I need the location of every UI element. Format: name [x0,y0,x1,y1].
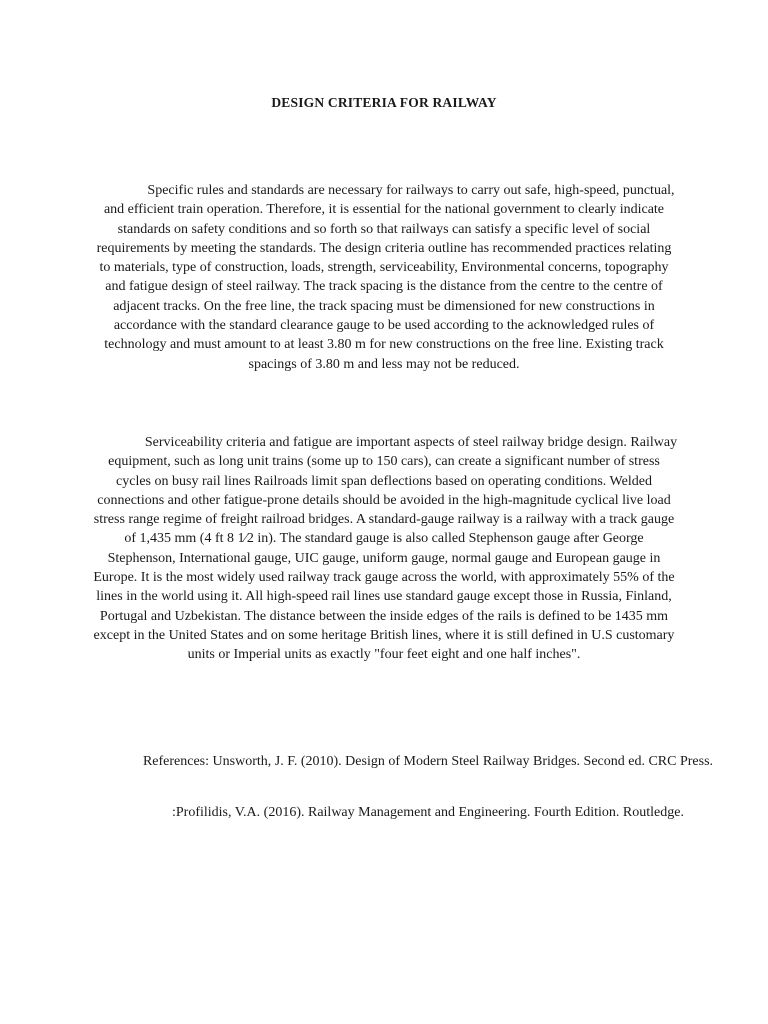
reference-unsworth: References: Unsworth, J. F. (2010). Design of Modern Steel Railway Bridges. Second ed. CRC Press. [142,754,714,769]
paragraph-text: Serviceability criteria and fatigue are important aspects of steel railway bridge design. Railway equipment, such as long unit trains (some up to 150 cars), can create a significant number of stress cycles on busy rail lines Railroads limit span deflections based on operating conditions. Welded connections and other fatigue-prone details should be avoided in the high-magnitude cyclical live load stress range regime of freight railroad bridges. A standard-gauge railway is a railway with a track gauge of 1,435 mm (4 ft 8 1⁄2 in). The standard gauge is also called Stephenson gauge after George Stephenson, International gauge, UIC gauge, uniform gauge, normal gauge and European gauge in Europe. It is the most widely used railway track gauge across the world, with approximately 55% of the lines in the world using it. All high-speed rail lines use standard gauge except those in Russia, Finland, Portugal and Uzbekistan. The distance between the inside edges of the rails is defined to be 1435 mm except in the United States and on some heritage British lines, where it is still defined in U.S customary units or Imperial units as exactly "four feet eight and one half inches". [93,435,678,663]
reference-profilidis: :Profilidis, V.A. (2016). Railway Management and Engineering. Fourth Edition. Routledge. [172,805,684,820]
document-title: DESIGN CRITERIA FOR RAILWAY [271,95,497,110]
paragraph-text: Specific rules and standards are necessary for railways to carry out safe, high-speed, punctual, and efficient train operation. Therefore, it is essential for the national government to clearly indicate standards on safety conditions and so forth so that railways can satisfy a specific level of social requirements by meeting the standards. The design criteria outline has recommended practices relating to materials, type of construction, loads, strength, serviceability, Environmental concerns, topography and fatigue design of steel railway. The track spacing is the distance from the centre to the centre of adjacent tracks. On the free line, the track spacing must be dimensioned for new constructions in accordance with the standard clearance gauge to be used according to the acknowledged rules of technology and must amount to at least 3.80 m for new constructions on the free line. Existing track spacings of 3.80 m and less may not be reduced. [96,183,675,372]
paragraph-track-spacing [90,181,678,374]
paragraph-serviceability [90,433,678,665]
